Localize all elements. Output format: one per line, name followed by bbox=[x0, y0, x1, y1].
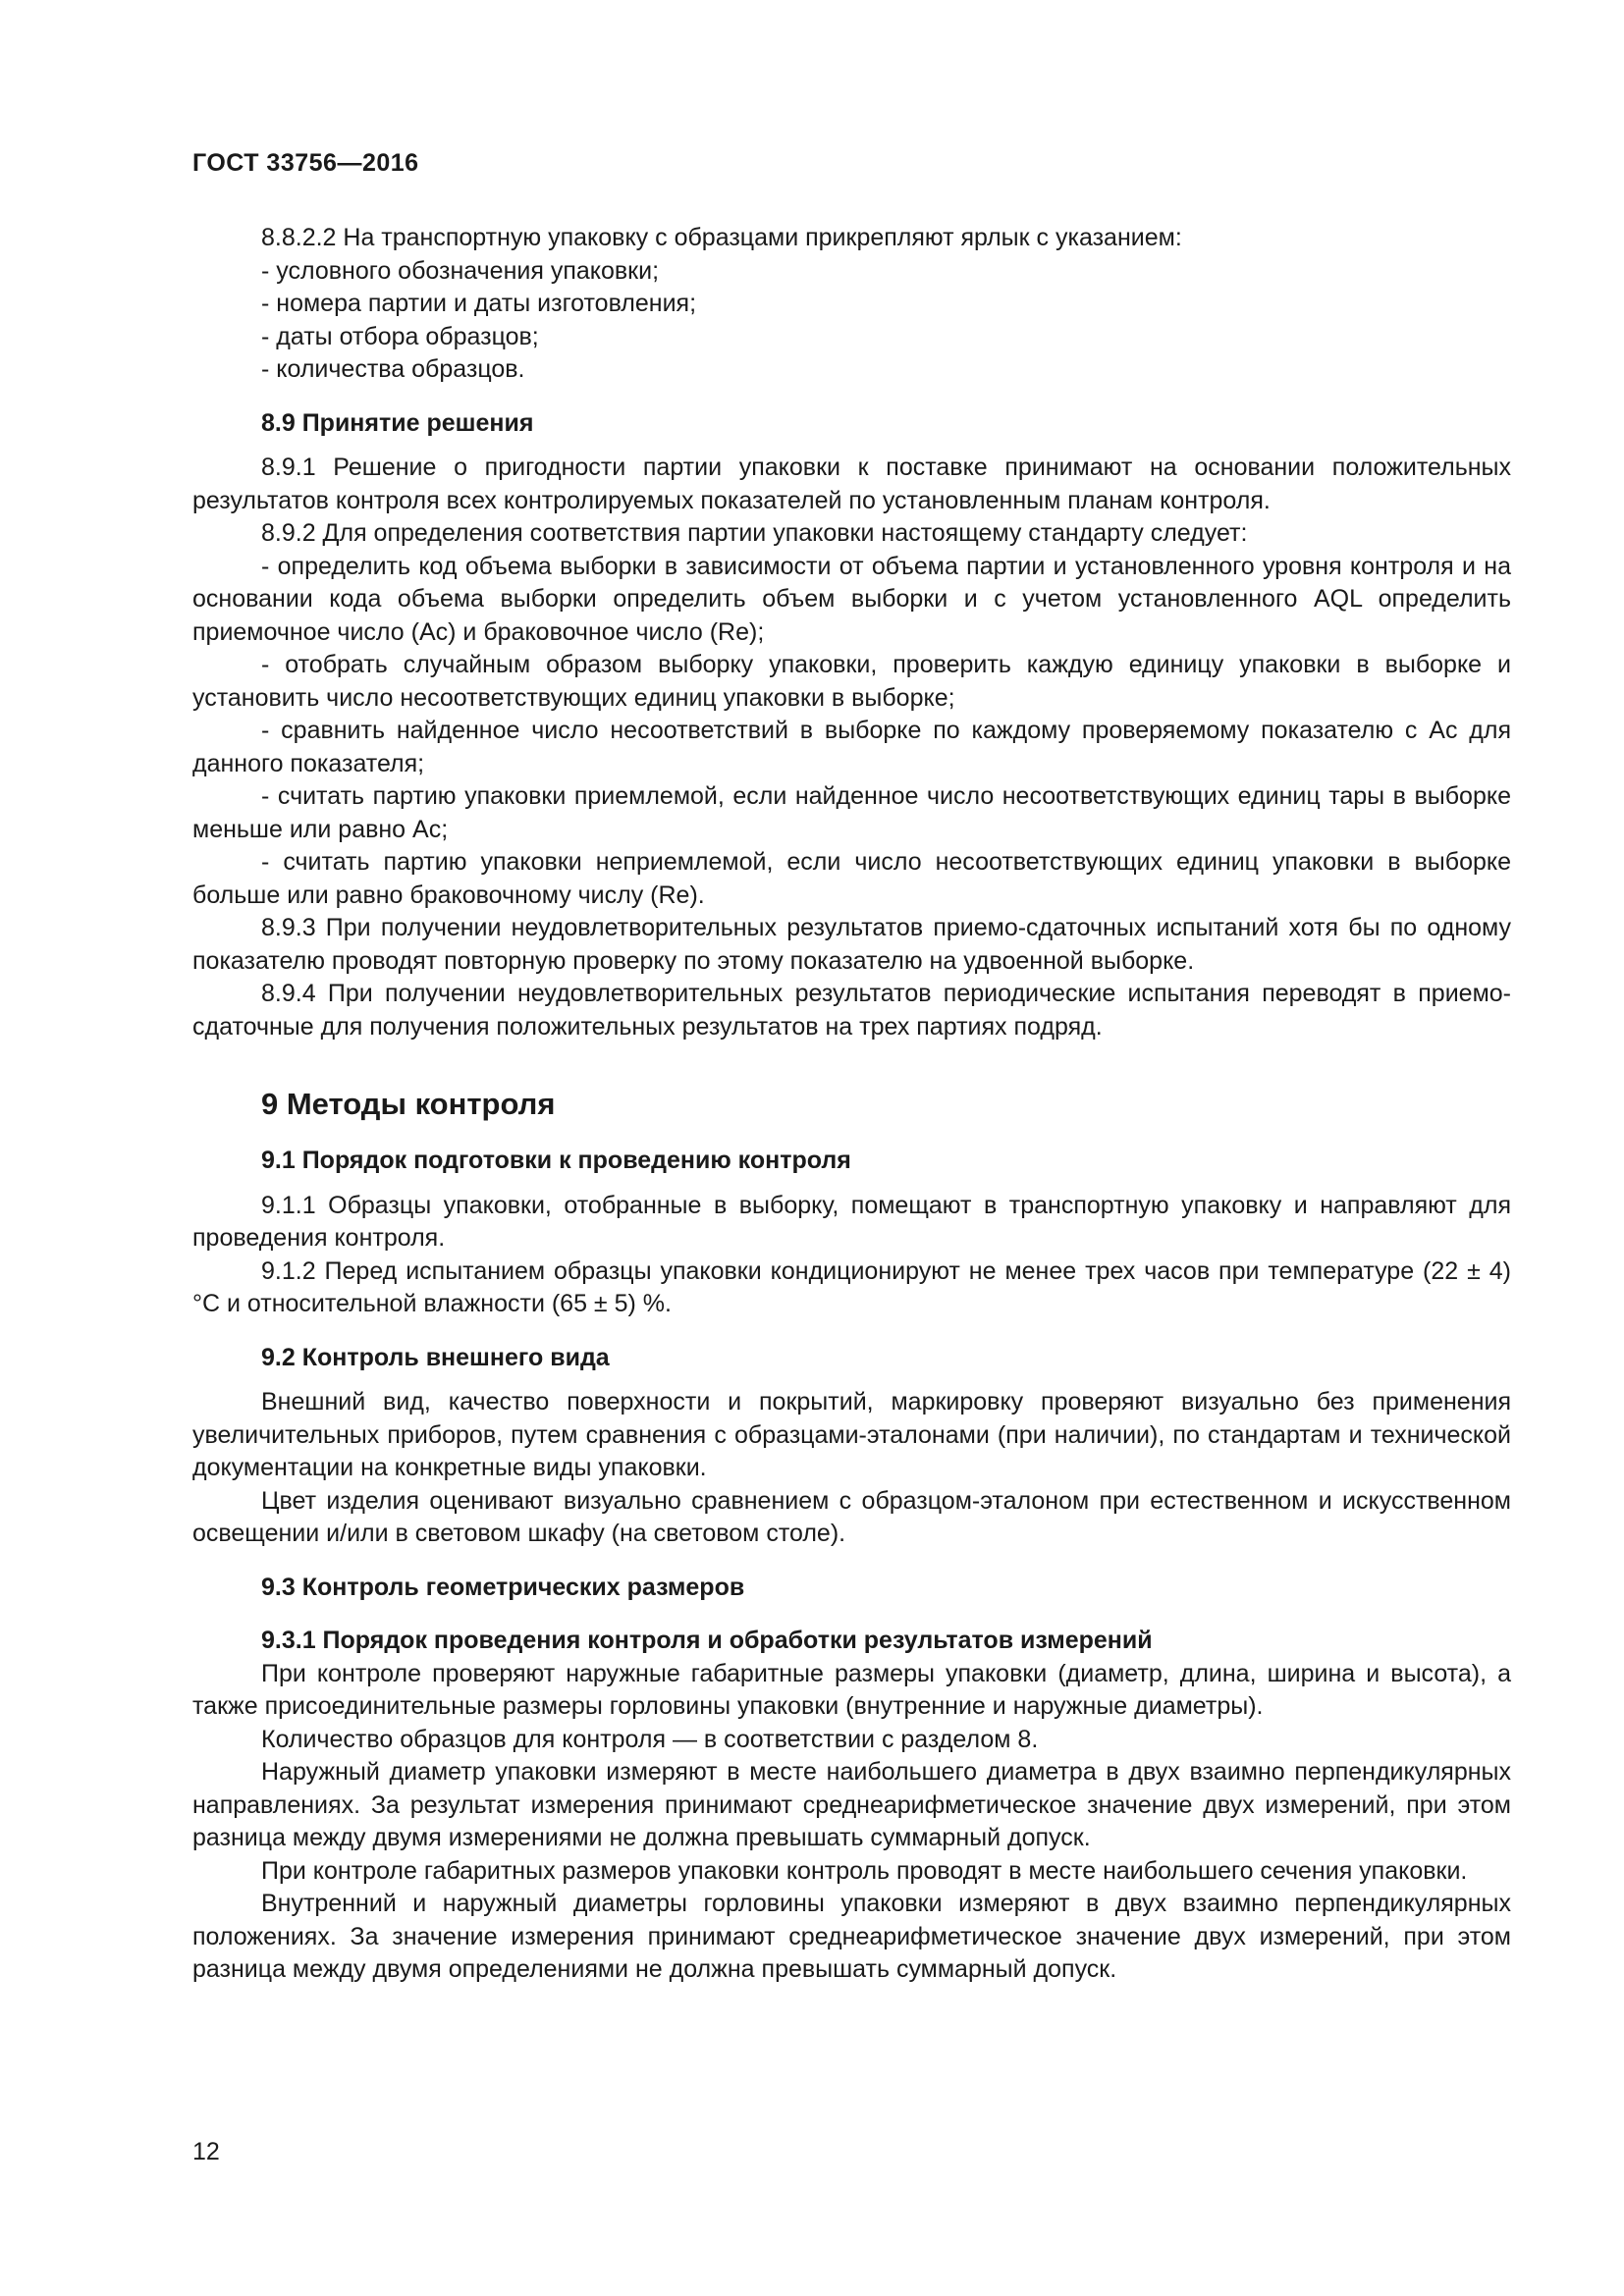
chapter-heading: 9 Методы контроля bbox=[261, 1087, 556, 1121]
document-header: ГОСТ 33756—2016 bbox=[192, 149, 419, 177]
section-heading: 8.9 Принятие решения bbox=[261, 408, 534, 437]
paragraph: 8.9.3 При получении неудовлетворительных результатов приемо-сдаточных испытаний хотя бы по одному показателю проводят повторную проверку по этому показателю на удвоенной выборке. bbox=[192, 914, 1511, 975]
paragraph: - считать партию упаковки приемлемой, если найденное число несоответствующих единиц тары в выборке меньше или равно Ac; bbox=[192, 782, 1511, 843]
paragraph: 8.9.2 Для определения соответствия партии упаковки настоящему стандарту следует: bbox=[261, 519, 1248, 547]
list-item: - количества образцов. bbox=[261, 355, 525, 383]
section-heading: 9.1 Порядок подготовки к проведению контроля bbox=[261, 1147, 851, 1174]
paragraph: - отобрать случайным образом выборку упаковки, проверить каждую единицу упаковки в выборке и установить число несоответствующих единиц упаковки в выборке; bbox=[192, 651, 1511, 712]
section-heading: 9.2 Контроль внешнего вида bbox=[261, 1343, 610, 1371]
paragraph: Количество образцов для контроля — в соответствии с разделом 8. bbox=[261, 1725, 1039, 1753]
page-number: 12 bbox=[192, 2138, 220, 2165]
document-body bbox=[192, 222, 1511, 1987]
section-heading: 9.3 Контроль геометрических размеров bbox=[261, 1573, 745, 1601]
paragraph: 9.1.2 Перед испытанием образцы упаковки кондиционируют не менее трех часов при температуре (22 ± 4) °С и относительной влажности (65 ± 5) %. bbox=[192, 1256, 1511, 1317]
paragraph: - сравнить найденное число несоответствий в выборке по каждому проверяемому показателю с Ac для данного показателя; bbox=[192, 717, 1511, 777]
paragraph: 8.9.4 При получении неудовлетворительных результатов периодические испытания переводят в приемо-сдаточные для получения положительных результатов на трех партиях подряд. bbox=[192, 980, 1511, 1041]
paragraph: 8.9.1 Решение о пригодности партии упаковки к поставке принимают на основании положительных результатов контроля всех контролируемых показателей по установленным планам контроля. bbox=[192, 454, 1511, 514]
paragraph: - определить код объема выборки в зависимости от объема партии и установленного уровня контроля и на основании кода объема выборки определить объем выборки и с учетом установленного AQL определить приемочное число (Ac) и браковочное число (Re); bbox=[192, 552, 1511, 646]
paragraph: 9.1.1 Образцы упаковки, отобранные в выборку, помещают в транспортную упаковку и направляют для проведения контроля. bbox=[192, 1191, 1511, 1252]
section-heading: 9.3.1 Порядок проведения контроля и обработки результатов измерений bbox=[261, 1627, 1153, 1654]
list-item: - даты отбора образцов; bbox=[261, 322, 539, 350]
paragraph: Наружный диаметр упаковки измеряют в месте наибольшего диаметра в двух взаимно перпендикулярных направлениях. За результат измерения принимают среднеарифметическое значение двух измерений, при этом разница между двумя измерениями не должна превышать суммарный допуск. bbox=[192, 1758, 1511, 1851]
list-item: - условного обозначения упаковки; bbox=[261, 256, 660, 285]
paragraph: Внешний вид, качество поверхности и покрытий, маркировку проверяют визуально без применения увеличительных приборов, путем сравнения с образцами-эталонами (при наличии), по стандартам и технической документации на конкретные виды упаковки. bbox=[192, 1388, 1511, 1481]
paragraph: 8.8.2.2 На транспортную упаковку с образцами прикрепляют ярлык с указанием: bbox=[261, 224, 1182, 251]
paragraph: При контроле габаритных размеров упаковки контроль проводят в месте наибольшего сечения упаковки. bbox=[261, 1856, 1468, 1885]
paragraph: Внутренний и наружный диаметры горловины упаковки измеряют в двух взаимно перпендикулярных положениях. За значение измерения принимают среднеарифметическое значение двух измерений, при этом разница между двумя определениями не должна превышать суммарный допуск. bbox=[192, 1890, 1511, 1983]
list-item: - номера партии и даты изготовления; bbox=[261, 290, 697, 317]
paragraph: Цвет изделия оценивают визуально сравнением с образцом-эталоном при естественном и искусственном освещении и/или в световом шкафу (на световом столе). bbox=[192, 1486, 1511, 1547]
paragraph: - считать партию упаковки неприемлемой, если число несоответствующих единиц упаковки в выборке больше или равно браковочному числу (Re). bbox=[192, 848, 1511, 909]
paragraph: При контроле проверяют наружные габаритные размеры упаковки (диаметр, длина, ширина и высота), а также присоединительные размеры горловины упаковки (внутренние и наружные диаметры). bbox=[192, 1659, 1511, 1720]
